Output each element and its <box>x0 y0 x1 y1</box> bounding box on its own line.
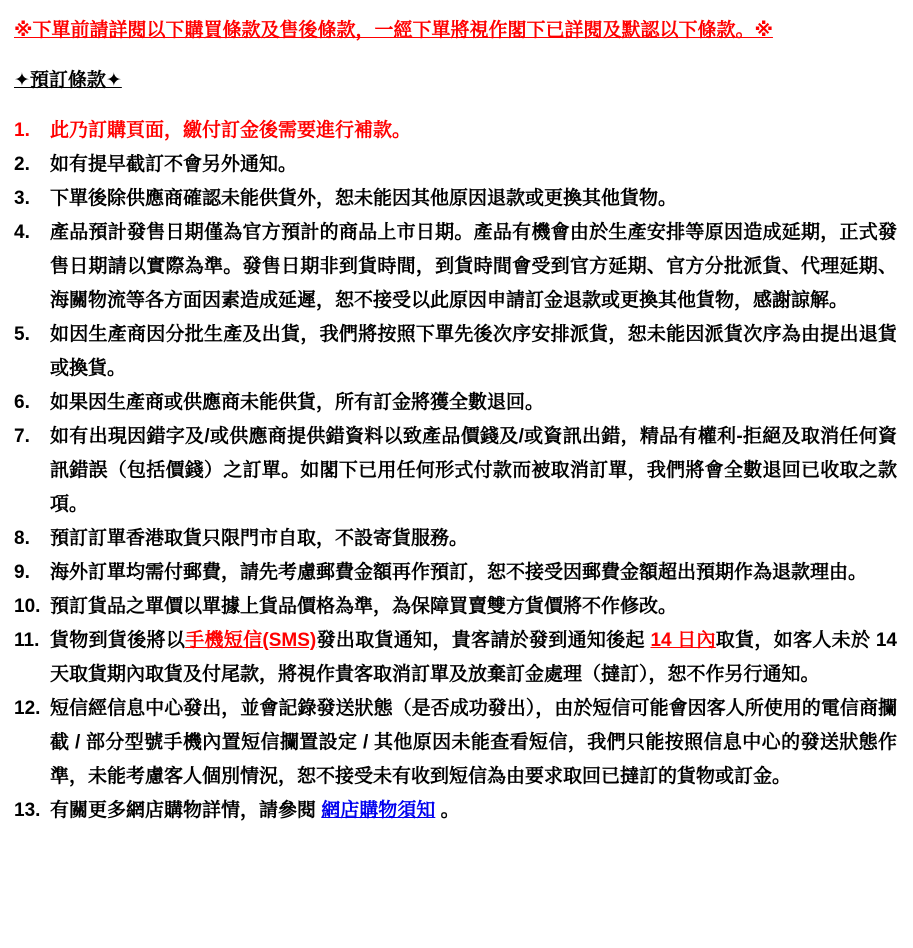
term-text: 如有出現因錯字及/或供應商提供錯資料以致產品價錢及/或資訊出錯，精品有權利-拒絕及取消任何資訊錯誤（包括價錢）之訂單。如閣下已用任何形式付款而被取消訂單，我們將會全數退回已收取之款項。 <box>50 426 897 515</box>
term-number: 12. <box>14 698 41 719</box>
term-text: 取貨，如客人未於 14 天取貨期內取貨及付尾款，將視作貴客取消訂單及放棄訂金處理（撻訂），恕不作另行通知。 <box>50 630 898 685</box>
term-text: 預訂貨品之單價以單據上貨品價格為準，為保障買賣雙方貨價將不作修改。 <box>50 596 678 617</box>
term-text: 此乃訂購頁面，繳付訂金後需要進行補款。 <box>50 120 412 141</box>
terms-list <box>14 114 897 828</box>
term-text: 短信經信息中心發出，並會記錄發送狀態（是否成功發出），由於短信可能會因客人所使用的電信商攔截 / 部分型號手機內置短信攔置設定 / 其他原因未能查看短信，我們只能按照信息中心的發送狀態作準，未能考慮客人個別情況，恕不接受未有收到短信為由要求取回已撻訂的貨物或訂金。 <box>50 698 897 787</box>
term-text: 14 日內 <box>650 630 716 651</box>
term-number: 5. <box>14 324 30 345</box>
term-item <box>14 420 897 522</box>
term-number: 9. <box>14 562 30 583</box>
term-number: 4. <box>14 222 30 243</box>
term-item <box>14 148 897 182</box>
term-item <box>14 794 897 828</box>
section-title-preorder-terms: ✦預訂條款✦ <box>14 70 122 91</box>
term-number: 6. <box>14 392 30 413</box>
term-number: 7. <box>14 426 30 447</box>
term-number: 13. <box>14 800 41 821</box>
term-text: 預訂訂單香港取貨只限門市自取，不設寄貨服務。 <box>50 528 469 549</box>
warning-title: ※下單前請詳閱以下購買條款及售後條款，一經下單將視作閣下已詳閱及默認以下條款。※ <box>14 20 773 41</box>
term-number: 1. <box>14 120 30 141</box>
shop-guide-link[interactable]: 網店購物須知 <box>321 800 436 821</box>
term-number: 10. <box>14 596 41 617</box>
term-text: 貨物到貨後將以 <box>50 630 186 651</box>
term-number: 11. <box>14 630 40 651</box>
term-number: 3. <box>14 188 30 209</box>
term-item <box>14 590 897 624</box>
term-text: 下單後除供應商確認未能供貨外，恕未能因其他原因退款或更換其他貨物。 <box>50 188 678 209</box>
term-item <box>14 522 897 556</box>
term-number: 2. <box>14 154 30 175</box>
term-text: 海外訂單均需付郵費，請先考慮郵費金額再作預訂，恕不接受因郵費金額超出預期作為退款理由。 <box>50 562 868 583</box>
term-text: 有關更多網店購物詳情，請參閱 <box>50 800 322 821</box>
term-item <box>14 386 897 420</box>
term-item <box>14 182 897 216</box>
term-text: 如有提早截訂不會另外通知。 <box>50 154 298 175</box>
term-text: 如因生產商因分批生產及出貨，我們將按照下單先後次序安排派貨，恕未能因派貨次序為由提出退貨或換貨。 <box>50 324 897 379</box>
term-text: 手機短信(SMS) <box>185 630 317 651</box>
term-text: 。 <box>435 800 460 821</box>
term-item <box>14 318 897 386</box>
term-item <box>14 624 897 692</box>
term-item <box>14 216 897 318</box>
term-item <box>14 114 897 148</box>
term-item <box>14 556 897 590</box>
term-number: 8. <box>14 528 30 549</box>
term-item <box>14 692 897 794</box>
term-text: 發出取貨通知，貴客請於發到通知後起 <box>316 630 651 651</box>
term-text: 產品預計發售日期僅為官方預計的商品上市日期。產品有機會由於生產安排等原因造成延期，正式發售日期請以實際為準。發售日期非到貨時間，到貨時間會受到官方延期、官方分批派貨、代理延期、海關物流等各方面因素造成延遲，恕不接受以此原因申請訂金退款或更換其他貨物，感謝諒解。 <box>50 222 897 311</box>
term-text: 如果因生產商或供應商未能供貨，所有訂金將獲全數退回。 <box>50 392 545 413</box>
